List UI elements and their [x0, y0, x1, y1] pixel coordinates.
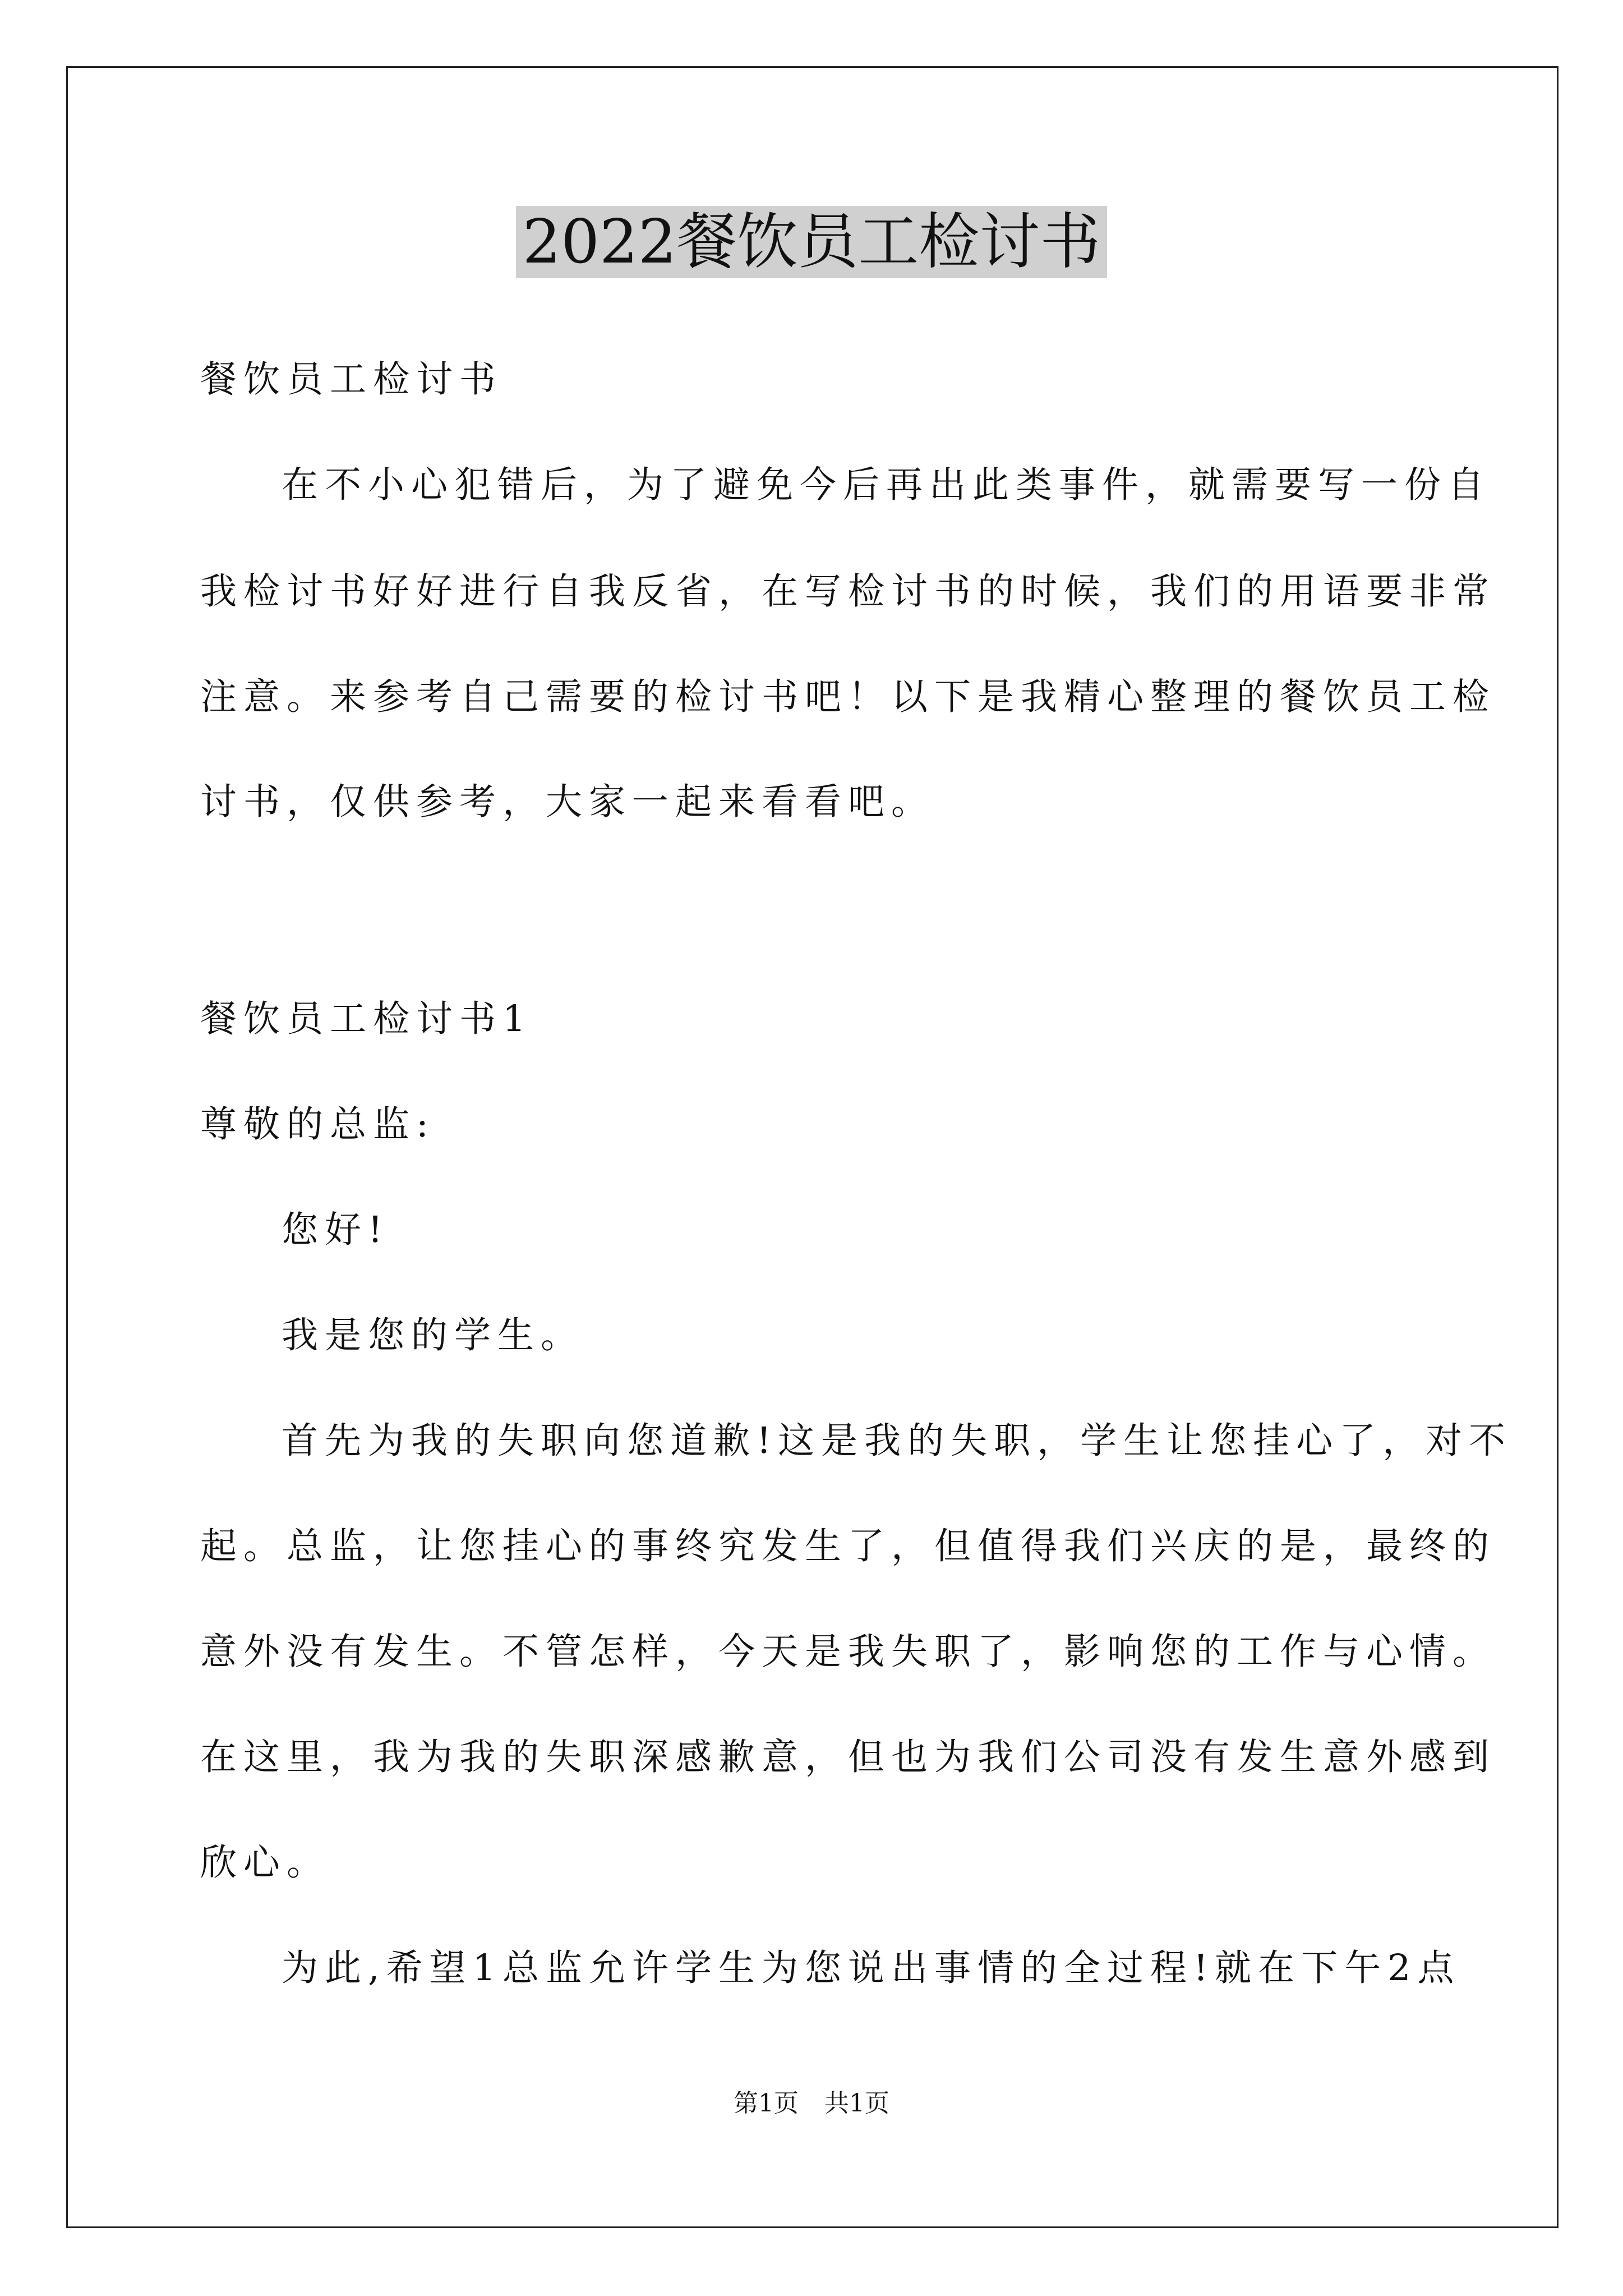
section-heading: 餐饮员工检讨书1 [200, 998, 533, 1040]
paragraph-line: 为此,希望1总监允许学生为您说出事情的全过程!就在下午2点 [282, 1947, 1461, 1989]
document-title-text: 2022餐饮员工检讨书 [516, 206, 1108, 278]
page-total: 共1页 [824, 2089, 889, 2118]
paragraph-line: 首先为我的失职向您道歉!这是我的失职，学生让您挂心了，对不 [282, 1420, 1513, 1462]
salutation: 尊敬的总监: [200, 1103, 435, 1145]
intro-line: 讨书，仅供参考，大家一起来看看吧。 [200, 781, 935, 823]
paragraph-line: 在这里，我为我的失职深感歉意，但也为我们公司没有发生意外感到 [200, 1736, 1496, 1778]
page-number: 第1页 [734, 2089, 799, 2118]
intro-line: 在不小心犯错后，为了避免今后再出此类事件，就需要写一份自 [282, 464, 1491, 506]
identity-line: 我是您的学生。 [282, 1314, 584, 1356]
document-title [0, 203, 1623, 282]
intro-line: 我检讨书好好进行自我反省，在写检讨书的时候，我们的用语要非常 [200, 570, 1496, 613]
paragraph-line: 欣心。 [200, 1842, 330, 1884]
page-footer [0, 2087, 1623, 2120]
greeting: 您好! [282, 1209, 390, 1251]
intro-line: 注意。来参考自己需要的检讨书吧！以下是我精心整理的餐饮员工检 [200, 676, 1496, 718]
paragraph-line: 意外没有发生。不管怎样，今天是我失职了，影响您的工作与心情。 [200, 1631, 1496, 1673]
subheading: 餐饮员工检讨书 [200, 358, 503, 401]
paragraph-line: 起。总监，让您挂心的事终究发生了，但值得我们兴庆的是，最终的 [200, 1525, 1496, 1567]
